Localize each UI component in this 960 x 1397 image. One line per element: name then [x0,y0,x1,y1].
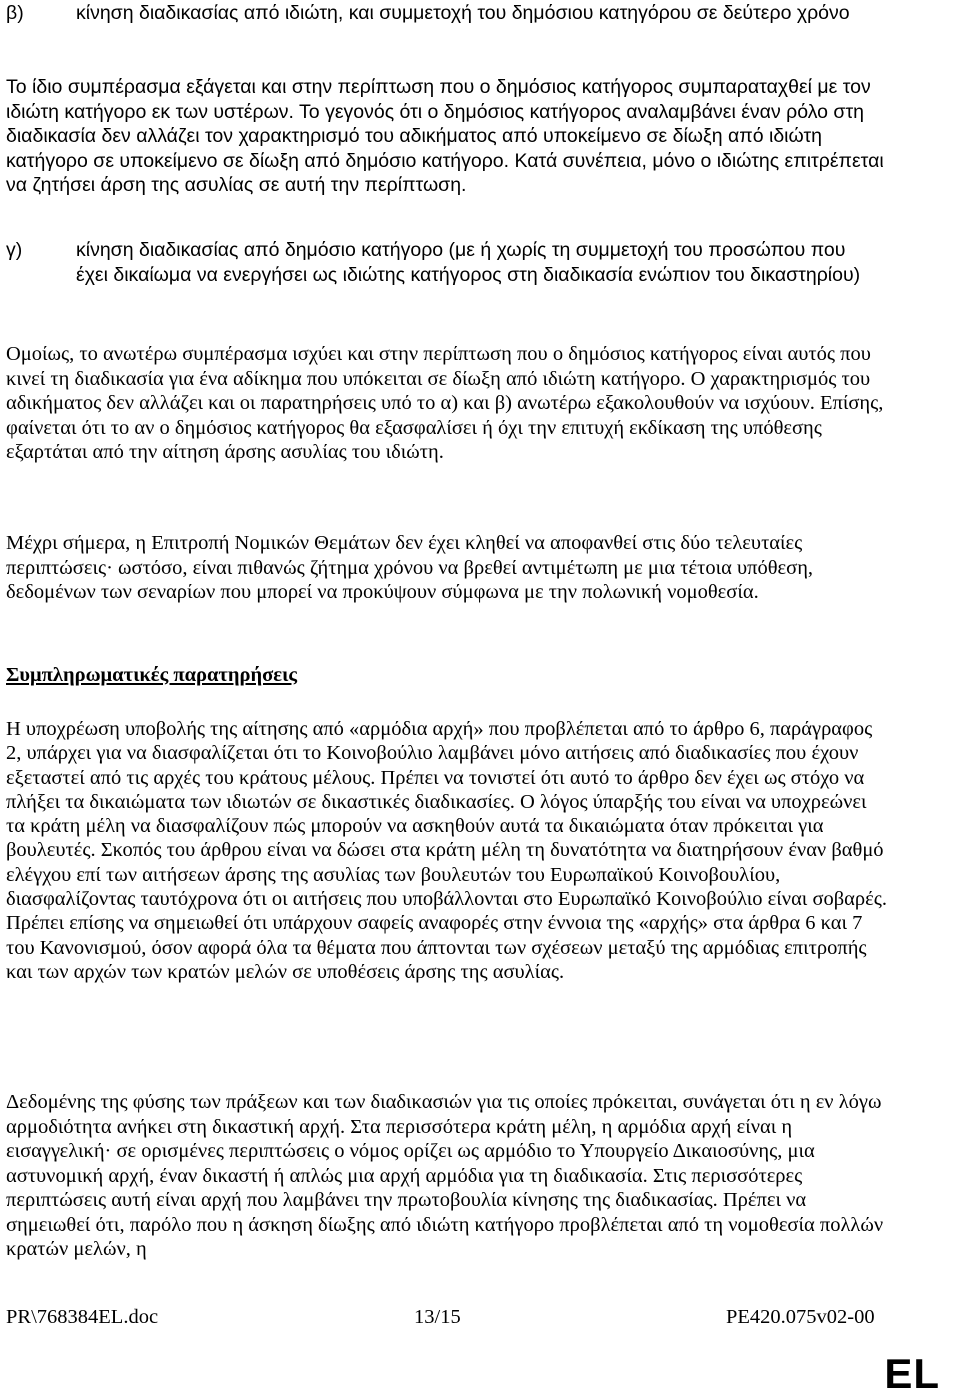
paragraph-2: Ομοίως, το ανωτέρω συμπέρασμα ισχύει και στην περίπτωση που ο δημόσιος κατήγορος είναι αυτός που κινεί τη διαδικασία για ένα αδίκημα που υπόκειται σε δίωξη από ιδιώτη κατήγορο. Ο χαρακτηρισμός του αδικήματος δεν αλλάζει και οι παρατηρήσεις υπό το α) και β) ανωτέρω εξακολουθούν να ισχύουν. Επίσης, φαίνεται ότι το αν ο δημόσιος κατήγορος θα εξασφαλίσει ή όχι την επιτυχή εκδίκαση της υπόθεσης εξαρτάται από την αίτηση άρσης ασυλίας του ιδιώτη. [6,343,884,463]
item-label: γ) [6,239,23,261]
paragraph-5: Δεδομένης της φύσης των πράξεων και των διαδικασιών για τις οποίες πρόκειται, συνάγεται ότι η εν λόγω αρμοδιότητα ανήκει στη δικαστική αρχή. Στα περισσότερα κράτη μέλη, η αρμόδια αρχή είναι η εισαγγελική· σε ορισμένες περιπτώσεις ο νόμος ορίζει ως αρμόδιο το Υπουργείο Δικαιοσύνης, μια αστυνομική αρχή, έναν δικαστή ή απλώς μια αρχή αρμόδια για τη διαδικασία. Στις περισσότερες περιπτώσεις αυτή είναι αρχή που λαμβάνει την πρωτοβουλία κίνησης της διαδικασίας. Πρέπει να σημειωθεί ότι, παρόλο που η άσκηση δίωξης από ιδιώτη κατήγορο προβλέπεται από τη νομοθεσία πολλών κρατών μελών, η [6,1091,884,1260]
language-code: EL [884,1350,940,1397]
footer-pe-ref: PE420.075v02-00 [726,1306,875,1328]
footer-page-number: 13/15 [414,1306,461,1328]
item-text: κίνηση διαδικασίας από δημόσιο κατήγορο (με ή χωρίς τη συμμετοχή του προσώπου που έχει δικαίωμα να ενεργήσει ως ιδιώτης κατήγορος στη διαδικασία ενώπιον του δικαστηρίου) [76,239,861,286]
paragraph-3: Μέχρι σήμερα, η Επιτροπή Νομικών Θεμάτων δεν έχει κληθεί να αποφανθεί στις δύο τελευταίες περιπτώσεις· ωστόσο, είναι πιθανώς ζήτημα χρόνου να βρεθεί αντιμέτωπη με μια τέτοια υπόθεση, δεδομένων των σεναρίων που μπορεί να προκύψουν σύμφωνα με την πολωνική νομοθεσία. [6,532,814,603]
list-item-beta [6,1,878,26]
list-item-gamma [6,238,878,287]
paragraph-4: Η υποχρέωση υποβολής της αίτησης από «αρμόδια αρχή» που προβλέπεται από το άρθρο 6, παράγραφος 2, υπάρχει για να διασφαλίζεται ότι το Κοινοβούλιο λαμβάνει μόνο αιτήσεις από διαδικασίες που έχουν εξεταστεί από τις αρχές του κράτους μέλους. Πρέπει να τονιστεί ότι αυτό το άρθρο δεν έχει ως στόχο να πλήξει τα δικαιώματα των ιδιωτών σε δικαστικές διαδικασίες. Ο λόγος ύπαρξής του είναι να υποχρεώνει τα κράτη μέλη να διασφαλίζουν πώς μπορούν να ασκηθούν αυτά τα δικαιώματα όταν πρόκειται για βουλευτές. Σκοπός του άρθρου είναι να δώσει στα κράτη μέλη τη δυνατότητα να διατηρήσουν έναν βαθμό ελέγχου επί των αιτήσεων άρσης της ασυλίας των βουλευτών του Ευρωπαϊκού Κοινοβουλίου, διασφαλίζοντας ταυτόχρονα ότι οι αιτήσεις που υποβάλλονται στο Ευρωπαϊκό Κοινοβούλιο είναι σοβαρές. Πρέπει επίσης να σημειωθεί ότι υπάρχουν σαφείς αναφορές στην έννοια της «αρχής» στα άρθρα 6 και 7 του Κανονισμού, όσον αφορά όλα τα θέματα που άπτονται των σχέσεων μεταξύ της αρμόδιας επιτροπής και των αρχών των κρατών μελών σε υποθέσεις άρσης της ασυλίας. [6,718,887,983]
paragraph-1: Το ίδιο συμπέρασμα εξάγεται και στην περίπτωση που ο δημόσιος κατήγορος συμπαραταχθεί με τον ιδιώτη κατήγορο εκ των υστέρων. Το γεγονός ότι ο δημόσιος κατήγορος αναλαμβάνει έναν ρόλο στη διαδικασία δεν αλλάζει τον χαρακτηρισμό του αδικήματος από υποκείμενο σε δίωξη από ιδιώτη κατήγορο σε υποκείμενο σε δίωξη από δημόσιο κατήγορο. Κατά συνέπεια, μόνο ο ιδιώτης επιτρέπεται να ζητήσει άρση της ασυλίας σε αυτή την περίπτωση. [6,76,884,197]
item-text: κίνηση διαδικασίας από ιδιώτη, και συμμετοχή του δημόσιου κατηγόρου σε δεύτερο χρόνο [76,2,850,24]
section-heading: Συμπληρωματικές παρατηρήσεις [6,664,298,686]
item-label: β) [6,2,24,24]
footer-doc-ref: PR\768384EL.doc [6,1306,159,1328]
